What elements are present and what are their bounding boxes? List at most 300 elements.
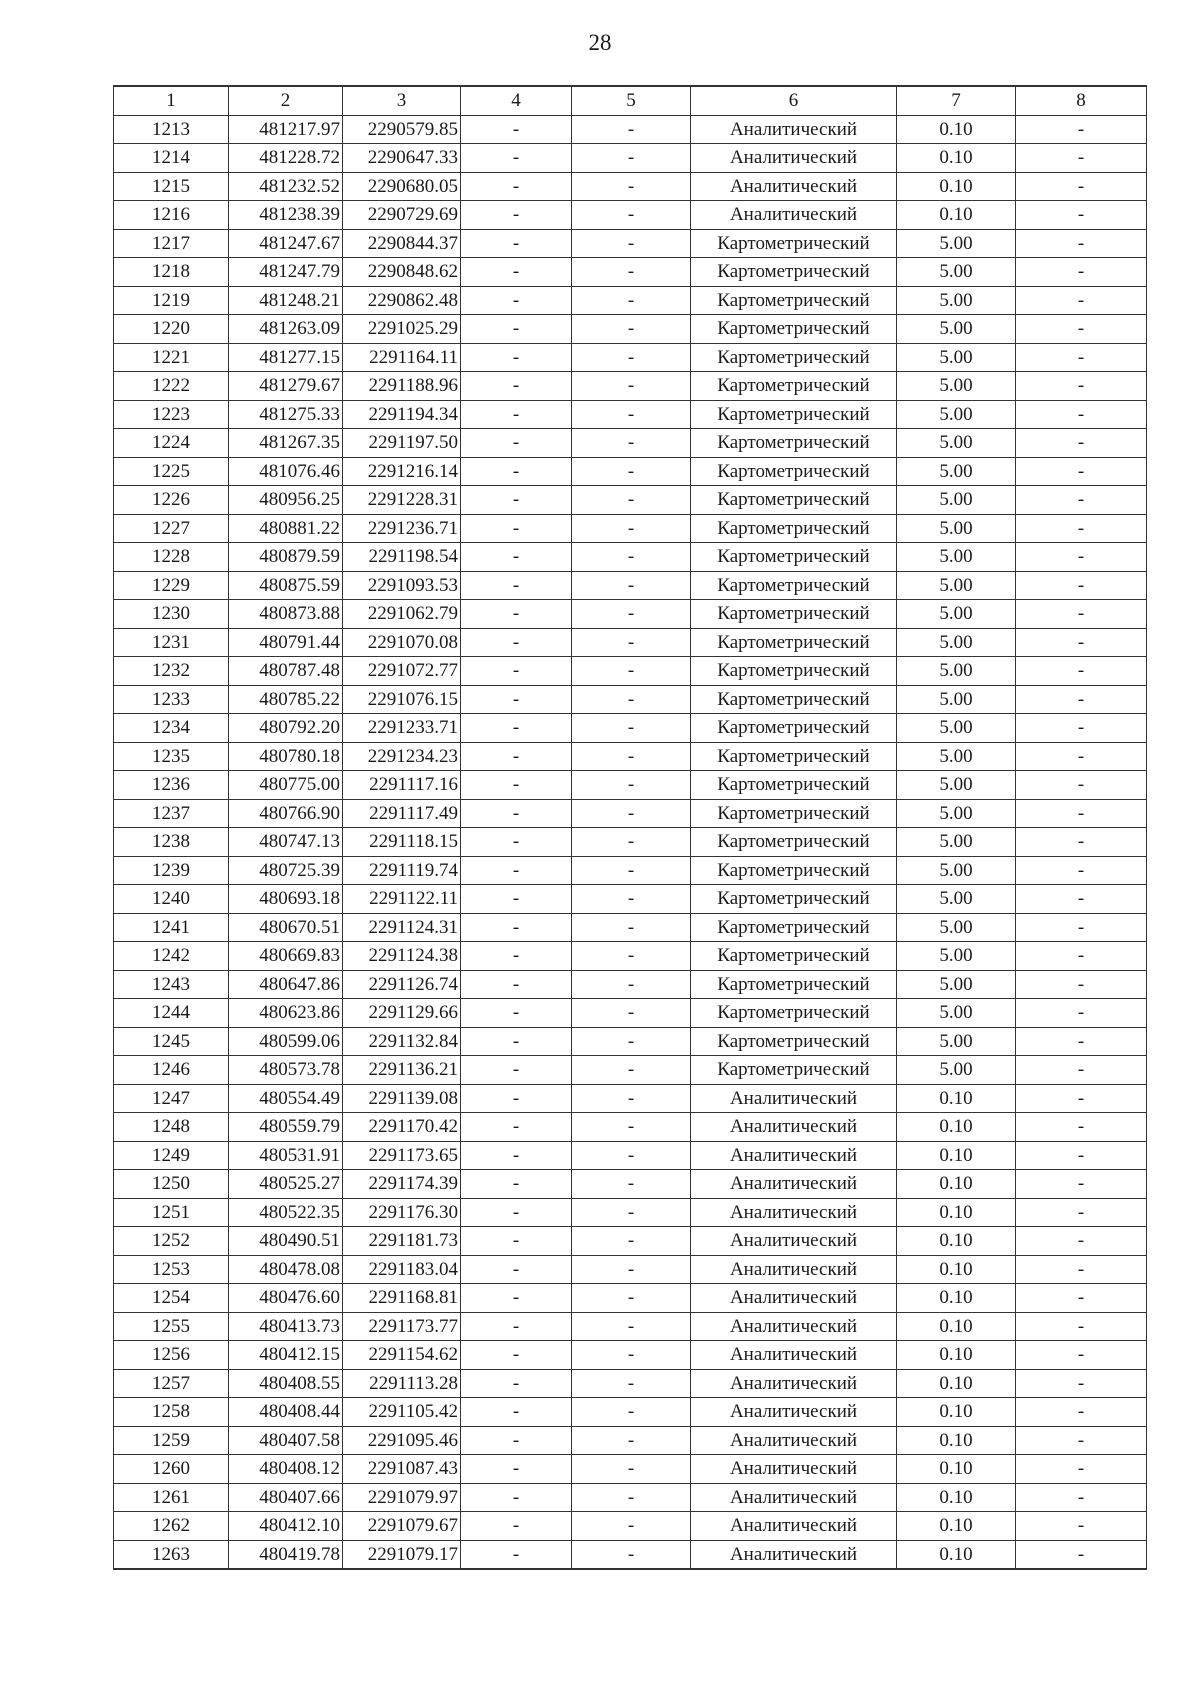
- col8-value-cell: -: [1016, 885, 1147, 914]
- x-coordinate-cell: 481267.35: [229, 429, 343, 458]
- x-coordinate-cell: 480879.59: [229, 543, 343, 572]
- method-cell: Картометрический: [691, 828, 897, 857]
- col5-value-cell: -: [572, 1255, 691, 1284]
- y-coordinate-cell: 2291095.46: [343, 1426, 461, 1455]
- col5-value-cell: -: [572, 400, 691, 429]
- y-coordinate-cell: 2291118.15: [343, 828, 461, 857]
- y-coordinate-cell: 2291132.84: [343, 1027, 461, 1056]
- x-coordinate-cell: 480412.15: [229, 1341, 343, 1370]
- point-number-cell: 1263: [114, 1540, 229, 1569]
- col5-value-cell: -: [572, 486, 691, 515]
- y-coordinate-cell: 2291087.43: [343, 1455, 461, 1484]
- x-coordinate-cell: 480525.27: [229, 1170, 343, 1199]
- y-coordinate-cell: 2290680.05: [343, 172, 461, 201]
- col4-value-cell: -: [461, 571, 572, 600]
- point-number-cell: 1227: [114, 514, 229, 543]
- table-row: [114, 1255, 1147, 1284]
- table-row: [114, 229, 1147, 258]
- col8-value-cell: -: [1016, 1113, 1147, 1142]
- col8-value-cell: -: [1016, 1455, 1147, 1484]
- x-coordinate-cell: 480875.59: [229, 571, 343, 600]
- table-row: [114, 657, 1147, 686]
- col5-value-cell: -: [572, 172, 691, 201]
- accuracy-cell: 0.10: [897, 1141, 1016, 1170]
- col5-value-cell: -: [572, 942, 691, 971]
- y-coordinate-cell: 2291079.17: [343, 1540, 461, 1569]
- y-coordinate-cell: 2291062.79: [343, 600, 461, 629]
- y-coordinate-cell: 2291168.81: [343, 1284, 461, 1313]
- col5-value-cell: -: [572, 144, 691, 173]
- col8-value-cell: -: [1016, 685, 1147, 714]
- accuracy-cell: 5.00: [897, 286, 1016, 315]
- col4-value-cell: -: [461, 1084, 572, 1113]
- method-cell: Картометрический: [691, 685, 897, 714]
- col8-value-cell: -: [1016, 600, 1147, 629]
- point-number-cell: 1260: [114, 1455, 229, 1484]
- col5-value-cell: -: [572, 1141, 691, 1170]
- accuracy-cell: 0.10: [897, 115, 1016, 144]
- col8-value-cell: -: [1016, 913, 1147, 942]
- method-cell: Картометрический: [691, 742, 897, 771]
- x-coordinate-cell: 480559.79: [229, 1113, 343, 1142]
- accuracy-cell: 5.00: [897, 429, 1016, 458]
- y-coordinate-cell: 2291197.50: [343, 429, 461, 458]
- table-row: [114, 1512, 1147, 1541]
- col8-value-cell: -: [1016, 1255, 1147, 1284]
- method-cell: Аналитический: [691, 1540, 897, 1569]
- col5-value-cell: -: [572, 1512, 691, 1541]
- y-coordinate-cell: 2291126.74: [343, 970, 461, 999]
- col8-value-cell: -: [1016, 1540, 1147, 1569]
- point-number-cell: 1242: [114, 942, 229, 971]
- accuracy-cell: 0.10: [897, 1369, 1016, 1398]
- y-coordinate-cell: 2290579.85: [343, 115, 461, 144]
- accuracy-cell: 5.00: [897, 258, 1016, 287]
- col8-value-cell: -: [1016, 400, 1147, 429]
- col8-value-cell: -: [1016, 628, 1147, 657]
- y-coordinate-cell: 2291183.04: [343, 1255, 461, 1284]
- method-cell: Картометрический: [691, 657, 897, 686]
- col8-value-cell: -: [1016, 970, 1147, 999]
- x-coordinate-cell: 480693.18: [229, 885, 343, 914]
- method-cell: Аналитический: [691, 1170, 897, 1199]
- x-coordinate-cell: 481232.52: [229, 172, 343, 201]
- col4-value-cell: -: [461, 742, 572, 771]
- column-header-1: 1: [114, 86, 229, 115]
- col8-value-cell: -: [1016, 1227, 1147, 1256]
- col4-value-cell: -: [461, 600, 572, 629]
- x-coordinate-cell: 481279.67: [229, 372, 343, 401]
- accuracy-cell: 5.00: [897, 1056, 1016, 1085]
- col8-value-cell: -: [1016, 201, 1147, 230]
- y-coordinate-cell: 2291173.77: [343, 1312, 461, 1341]
- col4-value-cell: -: [461, 1170, 572, 1199]
- table-row: [114, 400, 1147, 429]
- method-cell: Аналитический: [691, 1455, 897, 1484]
- method-cell: Картометрический: [691, 286, 897, 315]
- col5-value-cell: -: [572, 1284, 691, 1313]
- point-number-cell: 1244: [114, 999, 229, 1028]
- col5-value-cell: -: [572, 799, 691, 828]
- accuracy-cell: 5.00: [897, 486, 1016, 515]
- accuracy-cell: 0.10: [897, 1312, 1016, 1341]
- col5-value-cell: -: [572, 1369, 691, 1398]
- x-coordinate-cell: 480881.22: [229, 514, 343, 543]
- point-number-cell: 1239: [114, 856, 229, 885]
- y-coordinate-cell: 2291139.08: [343, 1084, 461, 1113]
- col8-value-cell: -: [1016, 144, 1147, 173]
- coordinates-table: [113, 85, 1147, 1570]
- y-coordinate-cell: 2291228.31: [343, 486, 461, 515]
- col8-value-cell: -: [1016, 514, 1147, 543]
- table-row: [114, 457, 1147, 486]
- col5-value-cell: -: [572, 115, 691, 144]
- point-number-cell: 1261: [114, 1483, 229, 1512]
- col8-value-cell: -: [1016, 999, 1147, 1028]
- col8-value-cell: -: [1016, 1141, 1147, 1170]
- table-row: [114, 1084, 1147, 1113]
- method-cell: Аналитический: [691, 172, 897, 201]
- accuracy-cell: 5.00: [897, 828, 1016, 857]
- x-coordinate-cell: 481228.72: [229, 144, 343, 173]
- table-row: [114, 1426, 1147, 1455]
- col4-value-cell: -: [461, 1455, 572, 1484]
- point-number-cell: 1222: [114, 372, 229, 401]
- col5-value-cell: -: [572, 1312, 691, 1341]
- y-coordinate-cell: 2291079.97: [343, 1483, 461, 1512]
- point-number-cell: 1232: [114, 657, 229, 686]
- col5-value-cell: -: [572, 229, 691, 258]
- accuracy-cell: 5.00: [897, 343, 1016, 372]
- col8-value-cell: -: [1016, 1398, 1147, 1427]
- accuracy-cell: 5.00: [897, 571, 1016, 600]
- col4-value-cell: -: [461, 543, 572, 572]
- point-number-cell: 1240: [114, 885, 229, 914]
- point-number-cell: 1234: [114, 714, 229, 743]
- accuracy-cell: 0.10: [897, 1426, 1016, 1455]
- col5-value-cell: -: [572, 286, 691, 315]
- col5-value-cell: -: [572, 970, 691, 999]
- y-coordinate-cell: 2291105.42: [343, 1398, 461, 1427]
- y-coordinate-cell: 2291176.30: [343, 1198, 461, 1227]
- col8-value-cell: -: [1016, 742, 1147, 771]
- y-coordinate-cell: 2291216.14: [343, 457, 461, 486]
- point-number-cell: 1230: [114, 600, 229, 629]
- table-row: [114, 1540, 1147, 1569]
- point-number-cell: 1257: [114, 1369, 229, 1398]
- col5-value-cell: -: [572, 258, 691, 287]
- table-row: [114, 1056, 1147, 1085]
- col5-value-cell: -: [572, 1027, 691, 1056]
- x-coordinate-cell: 480419.78: [229, 1540, 343, 1569]
- table-row: [114, 543, 1147, 572]
- table-row: [114, 1284, 1147, 1313]
- col5-value-cell: -: [572, 885, 691, 914]
- col4-value-cell: -: [461, 144, 572, 173]
- table-row: [114, 685, 1147, 714]
- x-coordinate-cell: 480647.86: [229, 970, 343, 999]
- y-coordinate-cell: 2291129.66: [343, 999, 461, 1028]
- col4-value-cell: -: [461, 1540, 572, 1569]
- x-coordinate-cell: 480407.66: [229, 1483, 343, 1512]
- col5-value-cell: -: [572, 600, 691, 629]
- x-coordinate-cell: 480725.39: [229, 856, 343, 885]
- table-row: [114, 628, 1147, 657]
- col5-value-cell: -: [572, 856, 691, 885]
- x-coordinate-cell: 480766.90: [229, 799, 343, 828]
- col8-value-cell: -: [1016, 543, 1147, 572]
- accuracy-cell: 5.00: [897, 714, 1016, 743]
- method-cell: Аналитический: [691, 1198, 897, 1227]
- table-row: [114, 1198, 1147, 1227]
- point-number-cell: 1252: [114, 1227, 229, 1256]
- method-cell: Аналитический: [691, 1341, 897, 1370]
- point-number-cell: 1247: [114, 1084, 229, 1113]
- col4-value-cell: -: [461, 1284, 572, 1313]
- col4-value-cell: -: [461, 286, 572, 315]
- x-coordinate-cell: 480669.83: [229, 942, 343, 971]
- method-cell: Аналитический: [691, 1113, 897, 1142]
- col4-value-cell: -: [461, 1369, 572, 1398]
- point-number-cell: 1218: [114, 258, 229, 287]
- x-coordinate-cell: 480791.44: [229, 628, 343, 657]
- col5-value-cell: -: [572, 343, 691, 372]
- accuracy-cell: 0.10: [897, 1398, 1016, 1427]
- col5-value-cell: -: [572, 714, 691, 743]
- method-cell: Картометрический: [691, 942, 897, 971]
- x-coordinate-cell: 480956.25: [229, 486, 343, 515]
- y-coordinate-cell: 2291154.62: [343, 1341, 461, 1370]
- method-cell: Аналитический: [691, 1084, 897, 1113]
- col4-value-cell: -: [461, 685, 572, 714]
- col4-value-cell: -: [461, 1198, 572, 1227]
- col8-value-cell: -: [1016, 1056, 1147, 1085]
- col8-value-cell: -: [1016, 1198, 1147, 1227]
- method-cell: Картометрический: [691, 457, 897, 486]
- table-row: [114, 115, 1147, 144]
- y-coordinate-cell: 2290844.37: [343, 229, 461, 258]
- col5-value-cell: -: [572, 828, 691, 857]
- col4-value-cell: -: [461, 429, 572, 458]
- x-coordinate-cell: 480531.91: [229, 1141, 343, 1170]
- col4-value-cell: -: [461, 400, 572, 429]
- accuracy-cell: 5.00: [897, 942, 1016, 971]
- column-header-6: 6: [691, 86, 897, 115]
- point-number-cell: 1237: [114, 799, 229, 828]
- col5-value-cell: -: [572, 1084, 691, 1113]
- x-coordinate-cell: 480478.08: [229, 1255, 343, 1284]
- x-coordinate-cell: 480408.12: [229, 1455, 343, 1484]
- point-number-cell: 1256: [114, 1341, 229, 1370]
- point-number-cell: 1231: [114, 628, 229, 657]
- table-row: [114, 486, 1147, 515]
- point-number-cell: 1223: [114, 400, 229, 429]
- col4-value-cell: -: [461, 486, 572, 515]
- accuracy-cell: 5.00: [897, 229, 1016, 258]
- y-coordinate-cell: 2291194.34: [343, 400, 461, 429]
- accuracy-cell: 0.10: [897, 1084, 1016, 1113]
- table-row: [114, 999, 1147, 1028]
- table-row: [114, 1170, 1147, 1199]
- col5-value-cell: -: [572, 1540, 691, 1569]
- point-number-cell: 1226: [114, 486, 229, 515]
- accuracy-cell: 5.00: [897, 457, 1016, 486]
- y-coordinate-cell: 2291117.16: [343, 771, 461, 800]
- x-coordinate-cell: 480522.35: [229, 1198, 343, 1227]
- point-number-cell: 1217: [114, 229, 229, 258]
- table-row: [114, 799, 1147, 828]
- col5-value-cell: -: [572, 1113, 691, 1142]
- col8-value-cell: -: [1016, 1483, 1147, 1512]
- table-row: [114, 913, 1147, 942]
- method-cell: Картометрический: [691, 970, 897, 999]
- accuracy-cell: 5.00: [897, 1027, 1016, 1056]
- point-number-cell: 1238: [114, 828, 229, 857]
- point-number-cell: 1246: [114, 1056, 229, 1085]
- accuracy-cell: 0.10: [897, 1113, 1016, 1142]
- col5-value-cell: -: [572, 628, 691, 657]
- accuracy-cell: 5.00: [897, 514, 1016, 543]
- table-row: [114, 514, 1147, 543]
- method-cell: Картометрический: [691, 258, 897, 287]
- col4-value-cell: -: [461, 115, 572, 144]
- col5-value-cell: -: [572, 742, 691, 771]
- accuracy-cell: 5.00: [897, 913, 1016, 942]
- col5-value-cell: -: [572, 913, 691, 942]
- col8-value-cell: -: [1016, 172, 1147, 201]
- x-coordinate-cell: 480747.13: [229, 828, 343, 857]
- x-coordinate-cell: 480787.48: [229, 657, 343, 686]
- col4-value-cell: -: [461, 1056, 572, 1085]
- col4-value-cell: -: [461, 970, 572, 999]
- method-cell: Картометрический: [691, 486, 897, 515]
- accuracy-cell: 0.10: [897, 1455, 1016, 1484]
- column-header-3: 3: [343, 86, 461, 115]
- method-cell: Аналитический: [691, 1426, 897, 1455]
- x-coordinate-cell: 480573.78: [229, 1056, 343, 1085]
- method-cell: Картометрический: [691, 514, 897, 543]
- col8-value-cell: -: [1016, 657, 1147, 686]
- y-coordinate-cell: 2291117.49: [343, 799, 461, 828]
- table-row: [114, 942, 1147, 971]
- col8-value-cell: -: [1016, 286, 1147, 315]
- header-row: [114, 86, 1147, 115]
- point-number-cell: 1253: [114, 1255, 229, 1284]
- col8-value-cell: -: [1016, 258, 1147, 287]
- col4-value-cell: -: [461, 1027, 572, 1056]
- y-coordinate-cell: 2291236.71: [343, 514, 461, 543]
- method-cell: Аналитический: [691, 1255, 897, 1284]
- x-coordinate-cell: 480407.58: [229, 1426, 343, 1455]
- table-row: [114, 372, 1147, 401]
- col8-value-cell: -: [1016, 1426, 1147, 1455]
- y-coordinate-cell: 2291188.96: [343, 372, 461, 401]
- table-row: [114, 742, 1147, 771]
- x-coordinate-cell: 481263.09: [229, 315, 343, 344]
- col8-value-cell: -: [1016, 771, 1147, 800]
- table-row: [114, 714, 1147, 743]
- col4-value-cell: -: [461, 856, 572, 885]
- y-coordinate-cell: 2290729.69: [343, 201, 461, 230]
- col4-value-cell: -: [461, 514, 572, 543]
- y-coordinate-cell: 2290647.33: [343, 144, 461, 173]
- y-coordinate-cell: 2291233.71: [343, 714, 461, 743]
- x-coordinate-cell: 480476.60: [229, 1284, 343, 1313]
- col5-value-cell: -: [572, 543, 691, 572]
- accuracy-cell: 0.10: [897, 172, 1016, 201]
- col8-value-cell: -: [1016, 1512, 1147, 1541]
- page-number: 28: [588, 30, 612, 55]
- col4-value-cell: -: [461, 999, 572, 1028]
- table-row: [114, 172, 1147, 201]
- point-number-cell: 1262: [114, 1512, 229, 1541]
- table-row: [114, 970, 1147, 999]
- col8-value-cell: -: [1016, 315, 1147, 344]
- point-number-cell: 1236: [114, 771, 229, 800]
- method-cell: Аналитический: [691, 115, 897, 144]
- col8-value-cell: -: [1016, 1084, 1147, 1113]
- col4-value-cell: -: [461, 942, 572, 971]
- y-coordinate-cell: 2291174.39: [343, 1170, 461, 1199]
- point-number-cell: 1220: [114, 315, 229, 344]
- y-coordinate-cell: 2291076.15: [343, 685, 461, 714]
- col5-value-cell: -: [572, 372, 691, 401]
- table-row: [114, 856, 1147, 885]
- accuracy-cell: 0.10: [897, 1540, 1016, 1569]
- table-row: [114, 828, 1147, 857]
- col4-value-cell: -: [461, 343, 572, 372]
- column-header-2: 2: [229, 86, 343, 115]
- x-coordinate-cell: 481247.79: [229, 258, 343, 287]
- y-coordinate-cell: 2291164.11: [343, 343, 461, 372]
- column-header-8: 8: [1016, 86, 1147, 115]
- col4-value-cell: -: [461, 315, 572, 344]
- col5-value-cell: -: [572, 657, 691, 686]
- x-coordinate-cell: 481238.39: [229, 201, 343, 230]
- col8-value-cell: -: [1016, 372, 1147, 401]
- col4-value-cell: -: [461, 258, 572, 287]
- point-number-cell: 1215: [114, 172, 229, 201]
- col4-value-cell: -: [461, 229, 572, 258]
- col8-value-cell: -: [1016, 942, 1147, 971]
- accuracy-cell: 5.00: [897, 799, 1016, 828]
- table-row: [114, 1227, 1147, 1256]
- x-coordinate-cell: 480780.18: [229, 742, 343, 771]
- point-number-cell: 1248: [114, 1113, 229, 1142]
- point-number-cell: 1221: [114, 343, 229, 372]
- x-coordinate-cell: 480408.55: [229, 1369, 343, 1398]
- col4-value-cell: -: [461, 657, 572, 686]
- col5-value-cell: -: [572, 315, 691, 344]
- point-number-cell: 1251: [114, 1198, 229, 1227]
- col5-value-cell: -: [572, 685, 691, 714]
- point-number-cell: 1258: [114, 1398, 229, 1427]
- table-row: [114, 1341, 1147, 1370]
- col5-value-cell: -: [572, 1198, 691, 1227]
- col8-value-cell: -: [1016, 1369, 1147, 1398]
- col8-value-cell: -: [1016, 1341, 1147, 1370]
- col5-value-cell: -: [572, 1483, 691, 1512]
- x-coordinate-cell: 481247.67: [229, 229, 343, 258]
- table-row: [114, 885, 1147, 914]
- x-coordinate-cell: 480623.86: [229, 999, 343, 1028]
- table-row: [114, 1455, 1147, 1484]
- point-number-cell: 1213: [114, 115, 229, 144]
- col4-value-cell: -: [461, 885, 572, 914]
- col8-value-cell: -: [1016, 486, 1147, 515]
- col4-value-cell: -: [461, 1113, 572, 1142]
- x-coordinate-cell: 480413.73: [229, 1312, 343, 1341]
